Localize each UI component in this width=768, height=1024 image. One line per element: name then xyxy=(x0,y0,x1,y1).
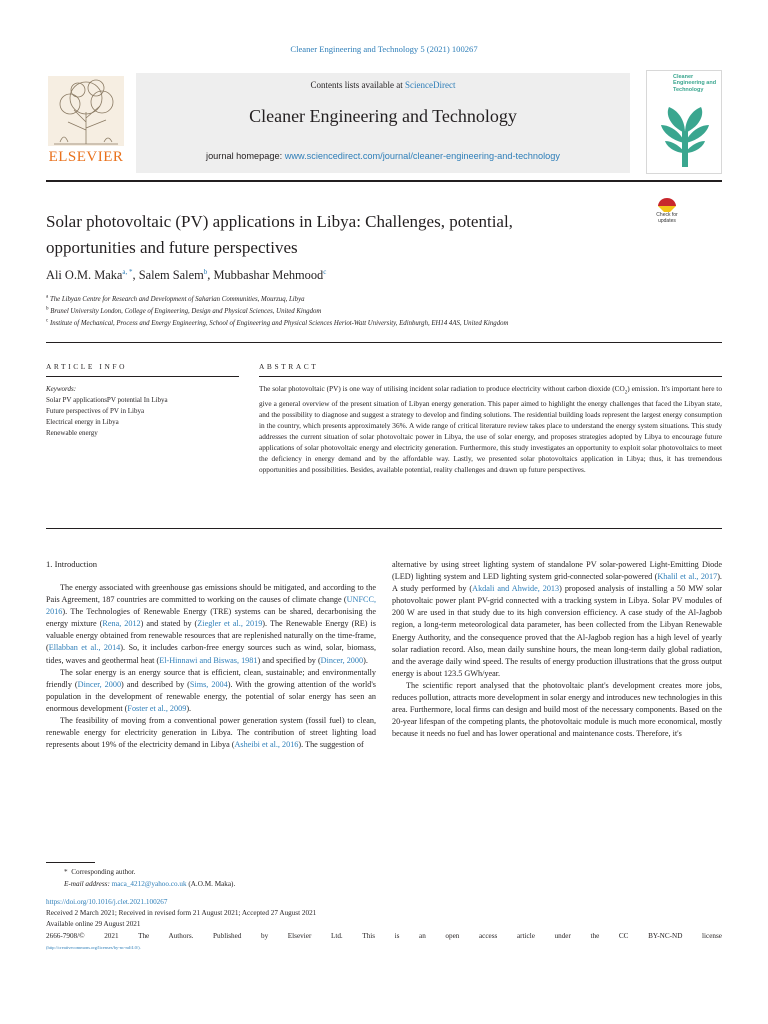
elsevier-wordmark[interactable]: ELSEVIER xyxy=(48,149,124,165)
affiliation-a xyxy=(46,295,304,304)
cover-title: Cleaner Engineering and Technology xyxy=(673,74,717,93)
abstract-text xyxy=(259,384,722,476)
license-url-link[interactable]: (http://creativecommons.org/licenses/by-nc-nd/4.0/). xyxy=(46,944,141,950)
body-column-right xyxy=(392,559,722,740)
email-link[interactable]: maca_4212@yahoo.co.uk xyxy=(111,880,187,889)
author-name[interactable]: Ali O.M. Maka xyxy=(46,268,123,282)
article-title-line-2: opportunities and future perspectives xyxy=(46,238,298,257)
section-heading-introduction: 1. Introduction xyxy=(46,559,98,569)
citation-link[interactable]: Dincer, 2000 xyxy=(77,679,122,689)
affiliation-b xyxy=(46,307,321,316)
citation-link[interactable]: Foster et al., 2009 xyxy=(127,703,187,713)
email-label: E-mail address: xyxy=(64,880,110,889)
keywords-label: Keywords: xyxy=(46,385,77,393)
abstract-bottom-rule xyxy=(46,528,722,529)
keywords-block xyxy=(46,384,168,439)
cover-leaf-graphic-icon xyxy=(659,105,711,167)
check-for-updates-label[interactable] xyxy=(646,213,688,224)
author-name[interactable]: Mubbashar Mehmood xyxy=(213,268,324,282)
keyword-item: Electrical energy in Libya xyxy=(46,418,119,426)
affiliation-text: Institute of Mechanical, Process and Energy Engineering, School of Engineering and Physical Sciences Heriot-Watt University, Edinburgh, EH14 4AS, United Kingdom xyxy=(49,320,509,327)
check-updates-line-2: updates xyxy=(658,217,676,224)
affiliation-mark: a xyxy=(46,294,49,300)
abstract-rule xyxy=(259,376,722,377)
author-mark[interactable]: b xyxy=(203,267,208,276)
body-paragraph: The scientific report analysed that the photovoltaic plant's development creates more jobs, reduces pollution, attracts more development in solar energy and introduces new technologies in this area. Furthermore, local firms can design and build most of the necessary components. Based on the 20-year lifespan of the competing plants, the photovoltaic module is much more economical, mostly because it needs no fuel and has lower operational and maintenance costs. Therefore, it's xyxy=(392,680,722,739)
citation-link[interactable]: UNFCC, 2016 xyxy=(46,595,376,617)
available-online: Available online 29 August 2021 xyxy=(46,920,141,929)
journal-name[interactable]: Cleaner Engineering and Technology xyxy=(249,106,517,126)
homepage-url-link[interactable]: www.sciencedirect.com/journal/cleaner-engineering-and-technology xyxy=(284,151,560,161)
doi-link[interactable]: https://doi.org/10.1016/j.clet.2021.100267 xyxy=(46,898,168,906)
author-name[interactable]: Salem Salem xyxy=(138,268,204,282)
citation-link[interactable]: Akdali and Ahwide, 2013 xyxy=(472,584,560,594)
contents-available-line xyxy=(136,80,630,90)
contents-prefix: Contents lists available at xyxy=(310,80,405,90)
journal-homepage-line xyxy=(136,151,630,161)
affiliation-c xyxy=(46,319,508,328)
affiliation-mark: c xyxy=(46,318,49,324)
abstract-part: The solar photovoltaic (PV) is one way of utilising incident solar radiation to produce electricity without carbon dioxide (CO xyxy=(259,384,625,393)
citation-link[interactable]: El-Hinnawi and Biswas, 1981 xyxy=(159,655,258,665)
abstract-heading: ABSTRACT xyxy=(259,362,319,371)
citation-link[interactable]: Ziegler et al., 2019 xyxy=(197,619,263,629)
citation-link[interactable]: Ellabban et al., 2014 xyxy=(48,643,121,653)
running-head[interactable]: Cleaner Engineering and Technology 5 (2021) 100267 xyxy=(290,44,478,54)
affiliation-text: Brunel University London, College of Engineering, Design and Physical Sciences, United Kingdom xyxy=(50,308,322,315)
citation-link[interactable]: Sims, 2004 xyxy=(189,679,228,689)
sciencedirect-link[interactable]: ScienceDirect xyxy=(405,80,456,90)
keyword-item: Solar PV applicationsPV potential In Libya xyxy=(46,396,168,404)
body-paragraph: alternative by using street lighting system of standalone PV solar-powered Light-Emitting Diode (LED) lighting system and LED lighting system grid-connected solar-powered (Khalil et al., 2017). A study performed by (Akdali and Ahwide, 2013) proposed analysis of installing a 50 MW solar photovoltaic power plant PV-grid connected with a tracking system in Libya. Solar PV modules of 200 W are used in that study due to its high conversion efficiency. A case study of the Al-Jagbob region, a long-term meteorological data parameter, has been collected from the Libyan Renewable Energy Authority, and the consequence proved that the Al-Jagbob region has a high level of yearly solar radiation record. Also, mean daily sunshine hours, the mean long-term daily global radiation, and the average daily wind speed. The results of energy production illustrations that the gross output energy is about 123.5 GWh/year. xyxy=(392,560,722,678)
abstract-part: ) emission. It's important here to give a general overview of the present situation of Libyan energy generation. This paper aimed to highlight the energy challenges that faced the Libyan state, and the possibility to diagnose and suggest a strategy to develop and finding solutions. The residential building loads represent the largest energy consumption in the country, which presents approximately 36%. A wide range of critical literature review takes place to understand the energy system situations. This study addresses the current situation of solar photovoltaic power in Libya, the use of solar energy, and proposes strategies adopted by Libya to encourage future applications of solar photovoltaic energy and electricity generation. Furthermore, this study investigates an opportunity to exploit solar photovoltaics to meet the deficiency in energy demand and by the affordable way. Lastly, we presented solar photovoltaics application in Libya; thus, it has tremendous opportunities and possibilities. Besides, available potential, reality challenges and drawn up future perspectives. xyxy=(259,384,722,474)
homepage-label: journal homepage: xyxy=(206,151,283,161)
email-note xyxy=(46,878,235,890)
article-title xyxy=(46,209,606,261)
body-paragraph: The feasibility of moving from a conventional power generation system (fossil fuel) to clean, renewable energy for electricity generation in Libya. The contribution of street lighting load represents about 19% of the electricity demand in Libya (Asheibi et al., 2016). The suggestion of xyxy=(46,716,376,750)
footnotes xyxy=(46,866,235,890)
author-mark[interactable]: c xyxy=(323,267,327,276)
article-metadata xyxy=(46,897,722,953)
affiliation-mark: b xyxy=(46,306,49,312)
email-owner: (A.O.M. Maka). xyxy=(188,880,236,889)
received-dates: Received 2 March 2021; Received in revised form 21 August 2021; Accepted 27 August 2021 xyxy=(46,909,317,918)
co2-subscript: 2 xyxy=(624,390,628,396)
article-info-rule xyxy=(46,376,239,377)
affiliations-rule xyxy=(46,342,722,343)
article-title-line-1: Solar photovoltaic (PV) applications in Libya: Challenges, potential, xyxy=(46,212,513,231)
corresponding-author-note xyxy=(46,866,235,878)
license-statement: 2666-7908/© 2021 The Authors. Published by Elsevier Ltd. This is an open access article under the CC BY-NC-ND license xyxy=(46,931,722,940)
citation-link[interactable]: Rena, 2012 xyxy=(102,619,141,629)
author-list: Ali O.M. Maka$^{a, *}$, Salem Salem$^b$, Mubbashar Mehmood$^c$ xyxy=(46,267,327,282)
journal-cover-thumbnail[interactable] xyxy=(646,70,722,174)
footnote-mark: * xyxy=(64,868,68,876)
keyword-item: Renewable energy xyxy=(46,429,98,437)
body-paragraph: The solar energy is an energy source that is efficient, clean, sustainable; and environmentally friendly (Dincer, 2000) and described by (Sims, 2004). With the growing attention of the world's population in the development of renewable energy, the potential of solar energy has seen an enormous development (Foster et al., 2009). xyxy=(46,667,376,713)
body-paragraph: The energy associated with greenhouse gas emissions should be mitigated, and according to the Pais Agreement, 187 countries are committed to working on the causes of climate change (UNFCC, 2016). The Technologies of Renewable Energy (TRE) systems can be shared, decarbonising the energy mixture (Rena, 2012) and stated by (Ziegler et al., 2019). The Renewable Energy (RE) is valuable energy obtained from renewable resources that are replenished naturally on the time-frame, (Ellabban et al., 2014). So, it includes carbon-free energy sources such as wind, solar, biomass, tides, waves and geothermal heat (El-Hinnawi and Biswas, 1981) and specified by (Dincer, 2000). xyxy=(46,583,376,665)
citation-link[interactable]: Dincer, 2000 xyxy=(320,655,364,665)
keyword-item: Future perspectives of PV in Libya xyxy=(46,407,145,415)
check-updates-line-1: Check for xyxy=(656,212,678,218)
author-mark[interactable]: a, * xyxy=(122,267,133,276)
header-rule xyxy=(46,180,722,182)
citation-link[interactable]: Asheibi et al., 2016 xyxy=(234,740,299,750)
affiliation-text: The Libyan Centre for Research and Development of Saharian Communities, Mourzuq, Libya xyxy=(49,296,305,303)
body-column-left xyxy=(46,582,376,751)
citation-link[interactable]: Khalil et al., 2017 xyxy=(657,572,718,582)
footnote-rule xyxy=(46,862,95,863)
article-info-heading: ARTICLE INFO xyxy=(46,362,128,371)
corresponding-author-text: Corresponding author. xyxy=(71,868,136,876)
